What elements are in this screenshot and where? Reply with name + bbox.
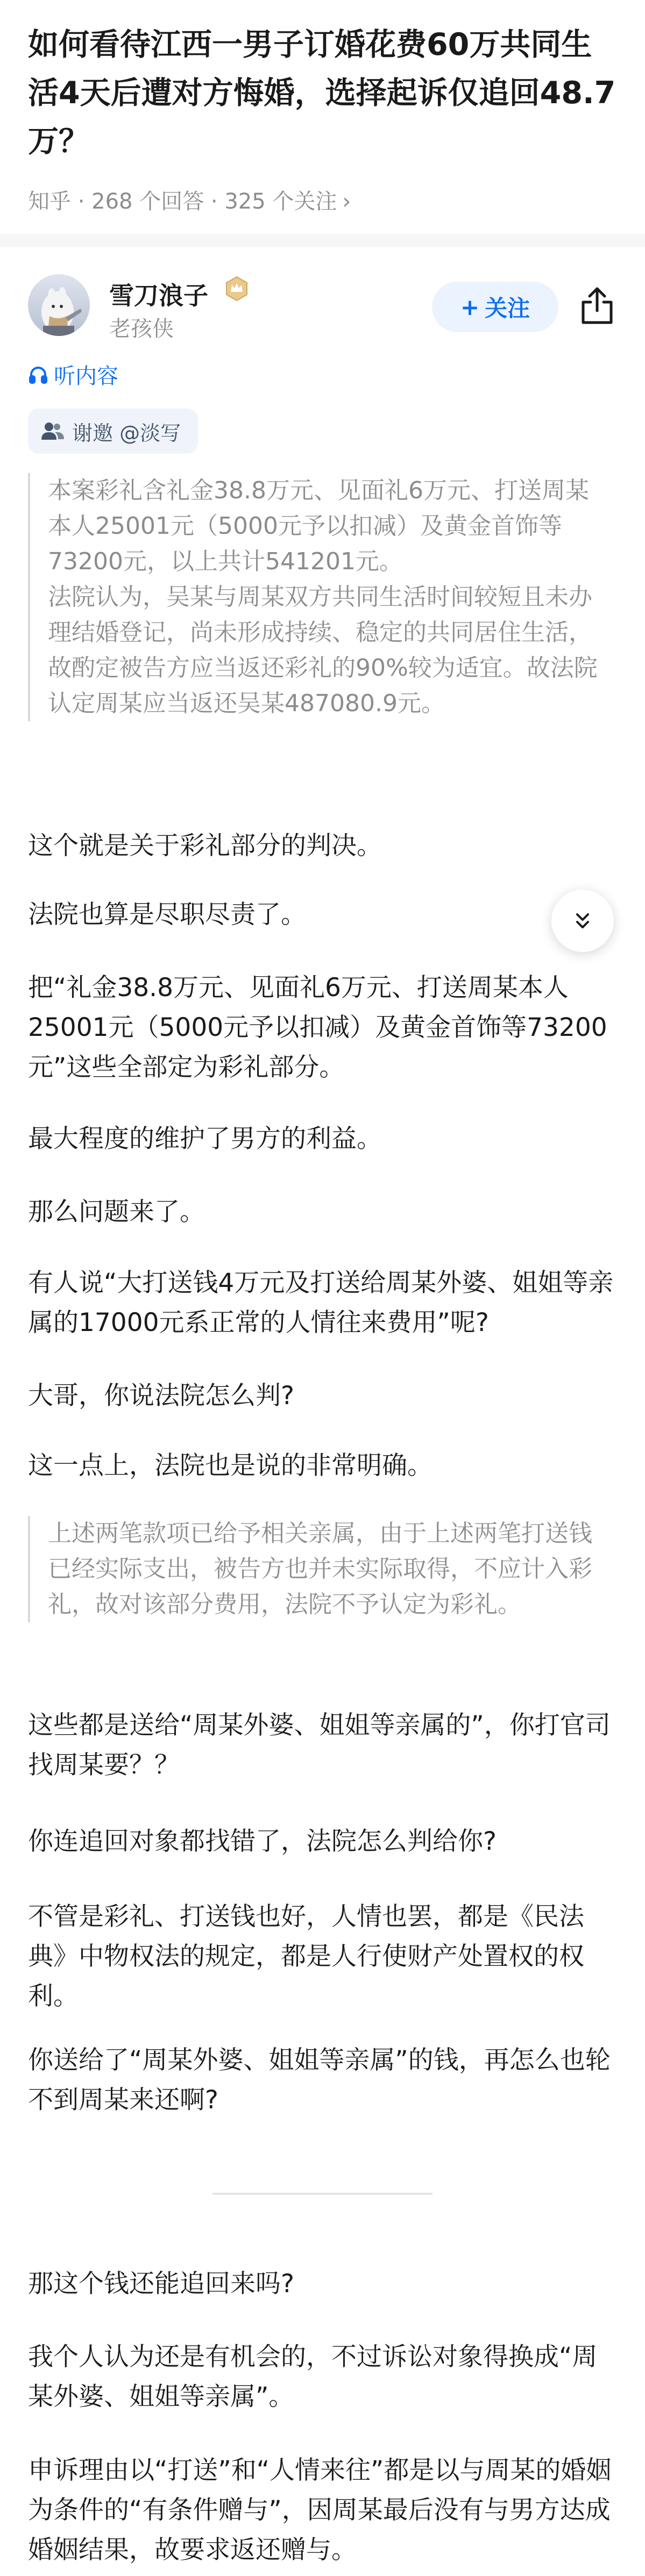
- quote-block: [28, 1516, 609, 1622]
- answer-paragraph: 有人说“大打送钱4万元及打送给周某外婆、姐姐等亲属的17000元系正常的人情往来费用”呢?: [28, 1268, 614, 1337]
- avatar[interactable]: [28, 274, 90, 336]
- answer-paragraph: 这些都是送给“周某外婆、姐姐等亲属的”，你打官司找周某要？？: [28, 1711, 611, 1780]
- quote-paragraph: 上述两笔款项已给予相关亲属，由于上述两笔打送钱已经实际支出，被告方也并未实际取得，不应计入彩礼，故对该部分费用，法院不予认定为彩礼。: [48, 1520, 592, 1618]
- answer-paragraph: 这个就是关于彩礼部分的判决。: [28, 831, 382, 861]
- section-divider: [0, 234, 645, 247]
- follow-button[interactable]: [432, 282, 558, 332]
- question-meta[interactable]: [28, 184, 351, 215]
- quote-paragraph: 本案彩礼含礼金38.8万元、见面礼6万元、打送周某本人25001元（5000元予以扣减）及黄金首饰等73200元，以上共计541201元。: [48, 477, 589, 575]
- crown-badge-icon: [223, 275, 250, 302]
- answer-paragraph: 我个人认为还是有机会的，不过诉讼对象得换成“周某外婆、姐姐等亲属”。: [28, 2342, 598, 2412]
- quote-paragraph: 法院认为，吴某与周某双方共同生活时间较短且未办理结婚登记，尚未形成持续、稳定的共同居住生活，故酌定被告方应当返还彩礼的90%较为适宜。故法院认定周某应当返还吴某487080.9元。: [48, 583, 598, 717]
- listen-button[interactable]: [28, 359, 118, 389]
- answer-paragraph: 这一点上，法院也是说的非常明确。: [28, 1451, 433, 1480]
- invite-tag[interactable]: [28, 409, 198, 454]
- answer-paragraph: 法院也算是尽职尽责了。: [28, 900, 306, 929]
- answer-paragraph: 那这个钱还能追回来吗?: [28, 2269, 294, 2299]
- answer-paragraph: 你连追回对象都找错了，法院怎么判给你?: [28, 1827, 497, 1856]
- answer-paragraph: 不管是彩礼、打送钱也好，人情也罢，都是《民法典》中物权法的规定，都是人行使财产处置权的权利。: [28, 1902, 584, 2011]
- question-title[interactable]: 如何看待江西一男子订婚花费60万共同生活4天后遭对方悔婚，选择起诉仅追回48.7万？: [28, 27, 616, 159]
- plus-icon: +: [460, 294, 480, 320]
- answer-paragraph: 最大程度的维护了男方的利益。: [28, 1124, 382, 1154]
- invite-label: 谢邀 @淡写: [72, 421, 181, 445]
- answer-paragraph: 申诉理由以“打送”和“人情来往”都是以与周某的婚姻为条件的“有条件赠与”，因周某最后没有与男方达成婚姻结果，故要求返还赠与。: [28, 2456, 612, 2565]
- double-chevron-down-icon: [572, 910, 593, 932]
- listen-label: 听内容: [54, 363, 118, 389]
- author-name[interactable]: 雪刀浪子: [109, 281, 208, 310]
- invite-people-icon: [41, 421, 65, 441]
- section-divider: [212, 2193, 433, 2195]
- follow-label: 关注: [485, 295, 530, 321]
- author-bio: 老孩侠: [109, 317, 174, 341]
- answer-paragraph: 大哥，你说法院怎么判?: [28, 1381, 294, 1411]
- question-stats: 知乎 · 268 个回答 · 325 个关注: [28, 189, 337, 214]
- share-icon[interactable]: [578, 285, 616, 326]
- answer-paragraph: 那么问题来了。: [28, 1197, 205, 1227]
- answer-paragraph: 把“礼金38.8万元、见面礼6万元、打送周某本人25001元（5000元予以扣减）及黄金首饰等73200元”这些全部定为彩礼部分。: [28, 973, 607, 1082]
- headphones-icon: [28, 364, 48, 384]
- answer-paragraph: 你送给了“周某外婆、姐姐等亲属”的钱，再怎么也轮不到周某来还啊?: [28, 2045, 611, 2115]
- scroll-down-button[interactable]: [551, 890, 614, 952]
- quote-block: [28, 473, 609, 721]
- chevron-right-icon: ›: [342, 189, 351, 214]
